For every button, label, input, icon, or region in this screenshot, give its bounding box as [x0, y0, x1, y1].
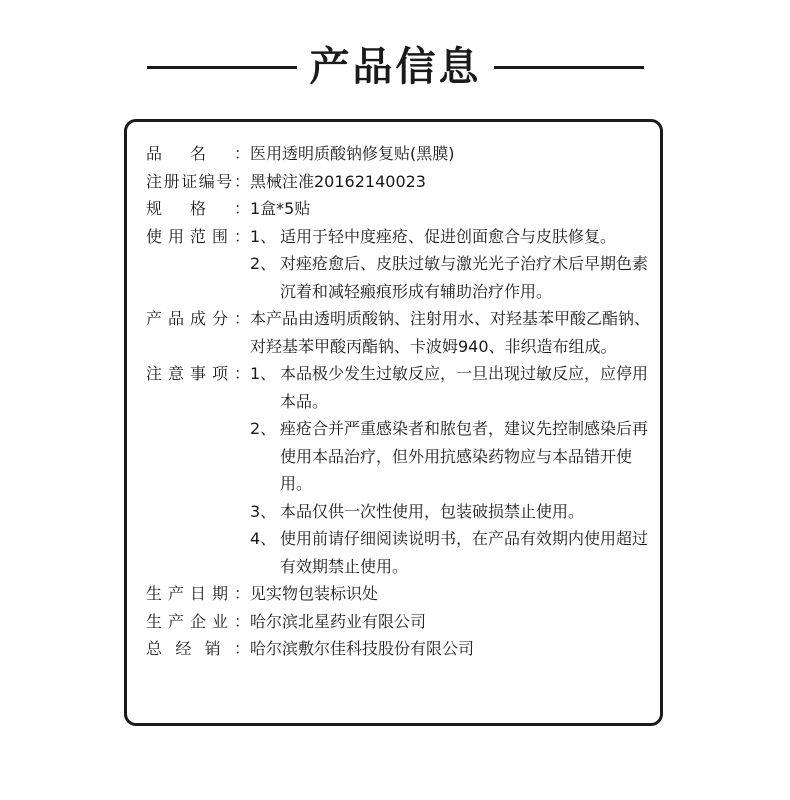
page-title: 产品信息 — [309, 44, 482, 90]
row-ingredients — [146, 305, 656, 360]
row-label: 生 产 日 期 ： — [146, 580, 250, 608]
row-distributor — [146, 635, 656, 663]
list-item — [250, 250, 656, 305]
item-text: 本品极少发生过敏反应，一旦出现过敏反应，应停用本品。 — [280, 364, 649, 411]
row-production-date — [146, 580, 656, 608]
registration-value: 黑械注准20162140023 — [250, 171, 426, 191]
row-label: 生 产 企 业 ： — [146, 608, 250, 636]
item-number: 2、 — [250, 419, 277, 438]
distributor-value: 哈尔滨敷尔佳科技股份有限公司 — [250, 639, 475, 658]
title-divider-right — [494, 66, 644, 69]
row-manufacturer — [146, 608, 656, 636]
spec-value: 1盒*5贴 — [250, 199, 311, 218]
item-number: 4、 — [250, 529, 277, 548]
row-registration — [146, 168, 656, 196]
row-precautions — [146, 360, 656, 580]
row-product-name — [146, 140, 656, 168]
info-content — [146, 140, 656, 663]
list-item — [250, 415, 656, 498]
production-date-value: 见实物包装标识处 — [250, 584, 379, 603]
row-label: 总 经 销 ： — [146, 635, 250, 663]
item-text: 使用前请仔细阅读说明书，在产品有效期内使用超过有效期禁止使用。 — [280, 529, 649, 576]
item-text: 对痤疮愈后、皮肤过敏与激光光子治疗术后早期色素沉着和减轻瘢痕形成有辅助治疗作用。 — [280, 254, 649, 301]
row-label: 使 用 范 围 ： — [146, 223, 250, 251]
item-text: 痤疮合并严重感染者和脓包者，建议先控制感染后再使用本品治疗，但外用抗感染药物应与本品错开使用。 — [280, 419, 649, 493]
item-text: 适用于轻中度痤疮、促进创面愈合与皮肤修复。 — [280, 226, 617, 246]
ingredients-value: 本产品由透明质酸钠、注射用水、对羟基苯甲酸乙酯钠、对羟基苯甲酸丙酯钠、卡波姆940、非织造布组成。 — [250, 309, 651, 356]
list-item — [250, 498, 656, 526]
item-number: 1、 — [250, 226, 277, 246]
row-label: 注 意 事 项 ： — [146, 360, 250, 388]
row-label: 注 册 证 编 号 ： — [146, 168, 250, 196]
item-number: 1、 — [250, 364, 277, 383]
row-label: 品 名 ： — [146, 140, 250, 168]
list-item — [250, 223, 656, 251]
item-number: 3、 — [250, 501, 277, 521]
row-usage-scope — [146, 223, 656, 306]
title-divider-left — [147, 66, 297, 69]
row-label: 规 格 ： — [146, 195, 250, 223]
item-text: 本品仅供一次性使用，包装破损禁止使用。 — [280, 501, 585, 521]
item-number: 2、 — [250, 254, 277, 273]
row-spec — [146, 195, 656, 223]
manufacturer-value: 哈尔滨北星药业有限公司 — [250, 611, 427, 631]
list-item — [250, 360, 656, 415]
product-name-value: 医用透明质酸钠修复贴(黑膜) — [250, 144, 455, 163]
list-item — [250, 525, 656, 580]
row-label: 产 品 成 分 ： — [146, 305, 250, 333]
